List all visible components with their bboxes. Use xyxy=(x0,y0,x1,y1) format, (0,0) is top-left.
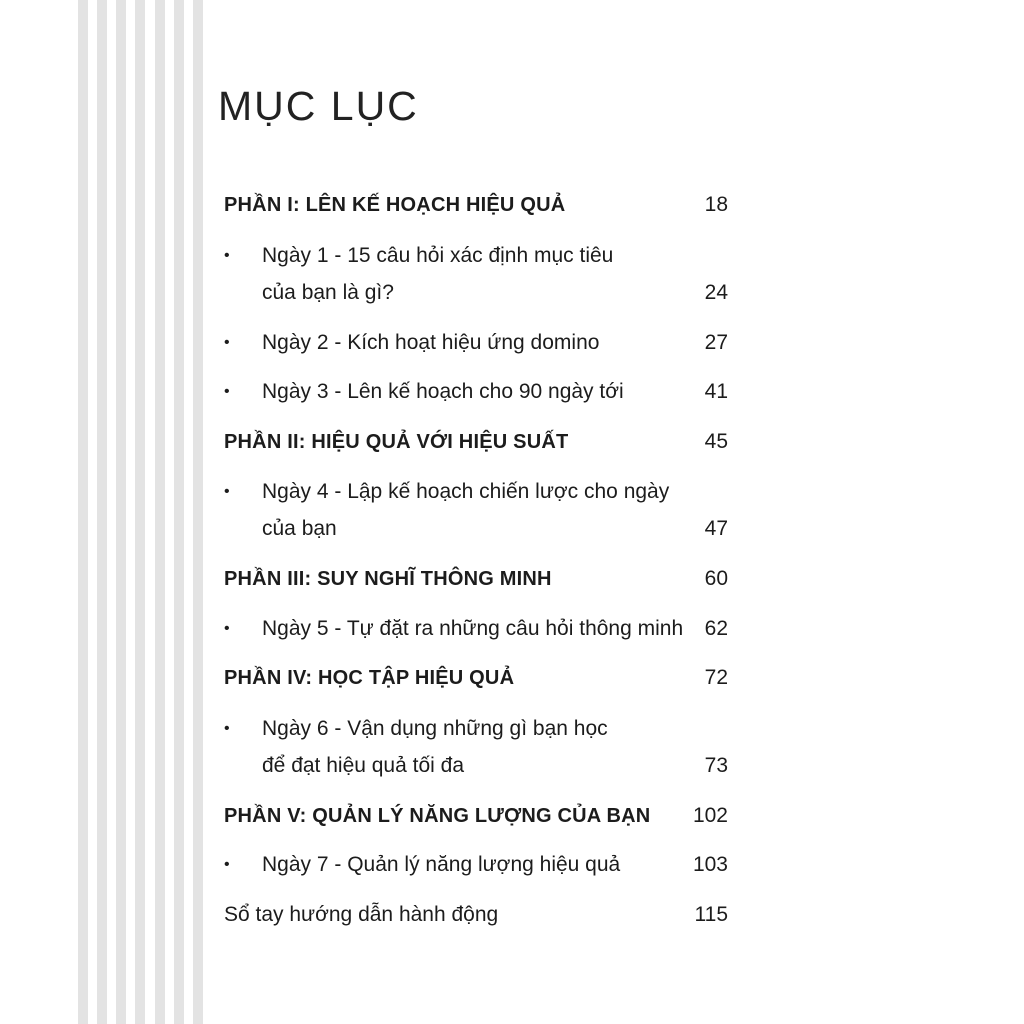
stripe xyxy=(78,0,88,1024)
toc-item xyxy=(224,474,728,510)
toc-part-heading xyxy=(224,187,728,223)
toc-entry-text: của bạn là gì? xyxy=(262,281,394,304)
toc-entry-text: Ngày 2 - Kích hoạt hiệu ứng domino xyxy=(262,331,600,354)
table-of-contents xyxy=(224,0,728,1024)
toc-page-number: 18 xyxy=(704,193,728,216)
toc-item xyxy=(224,847,728,883)
toc-item xyxy=(224,748,728,784)
toc-page-number: 60 xyxy=(704,567,728,590)
toc-page-number: 41 xyxy=(704,380,728,403)
toc-page-number: 73 xyxy=(704,754,728,777)
toc-page-number: 115 xyxy=(694,903,728,926)
toc-entry-text: của bạn xyxy=(262,517,337,540)
toc-entry-text: Ngày 3 - Lên kế hoạch cho 90 ngày tới xyxy=(262,380,624,403)
toc-entry-text: Ngày 4 - Lập kế hoạch chiến lược cho ngày xyxy=(262,480,670,503)
bullet-icon: • xyxy=(224,247,230,264)
toc-entry-text: Ngày 5 - Tự đặt ra những câu hỏi thông minh xyxy=(262,617,684,640)
toc-entry-text: Ngày 1 - 15 câu hỏi xác định mục tiêu xyxy=(262,244,614,267)
toc-entry-text: PHẦN III: SUY NGHĨ THÔNG MINH xyxy=(224,568,552,590)
toc-part-heading xyxy=(224,424,728,460)
bullet-icon: • xyxy=(224,334,230,351)
toc-page-number: 24 xyxy=(704,281,728,304)
toc-entry-text: PHẦN II: HIỆU QUẢ VỚI HIỆU SUẤT xyxy=(224,431,569,453)
bullet-icon: • xyxy=(224,620,230,637)
toc-page-number: 45 xyxy=(704,430,728,453)
toc-page-number: 62 xyxy=(704,617,728,640)
stripe xyxy=(97,0,107,1024)
toc-item xyxy=(224,711,728,747)
toc-entry-text: PHẦN IV: HỌC TẬP HIỆU QUẢ xyxy=(224,667,515,689)
toc-item xyxy=(224,511,728,547)
toc-entry-text: Ngày 7 - Quản lý năng lượng hiệu quả xyxy=(262,853,621,876)
toc-item xyxy=(224,374,728,410)
toc-page-number: 103 xyxy=(692,853,728,876)
stripe xyxy=(193,0,203,1024)
stripe xyxy=(116,0,126,1024)
bullet-icon: • xyxy=(224,720,230,737)
toc-item xyxy=(224,238,728,274)
toc-page-number: 102 xyxy=(692,804,728,827)
page-title: MỤC LỤC xyxy=(218,83,419,129)
bullet-icon: • xyxy=(224,383,230,400)
stripe xyxy=(135,0,145,1024)
bullet-icon: • xyxy=(224,856,230,873)
toc-entry-text: PHẦN V: QUẢN LÝ NĂNG LƯỢNG CỦA BẠN xyxy=(224,805,651,827)
toc-page-number: 47 xyxy=(704,517,728,540)
decorative-stripes xyxy=(0,0,210,1024)
stripe xyxy=(155,0,165,1024)
toc-part-heading xyxy=(224,660,728,696)
toc-item xyxy=(224,275,728,311)
toc-page-number: 72 xyxy=(704,666,728,689)
toc-item xyxy=(224,325,728,361)
toc-part-heading xyxy=(224,561,728,597)
stripe xyxy=(174,0,184,1024)
toc-entry-text: để đạt hiệu quả tối đa xyxy=(262,754,465,777)
toc-entry-text: Ngày 6 - Vận dụng những gì bạn học xyxy=(262,717,608,740)
toc-page-number: 27 xyxy=(704,331,728,354)
toc-entry xyxy=(224,897,728,933)
toc-item xyxy=(224,611,728,647)
toc-entry-text: Sổ tay hướng dẫn hành động xyxy=(224,903,499,926)
toc-part-heading xyxy=(224,798,728,834)
toc-entry-text: PHẦN I: LÊN KẾ HOẠCH HIỆU QUẢ xyxy=(224,194,566,216)
bullet-icon: • xyxy=(224,483,230,500)
